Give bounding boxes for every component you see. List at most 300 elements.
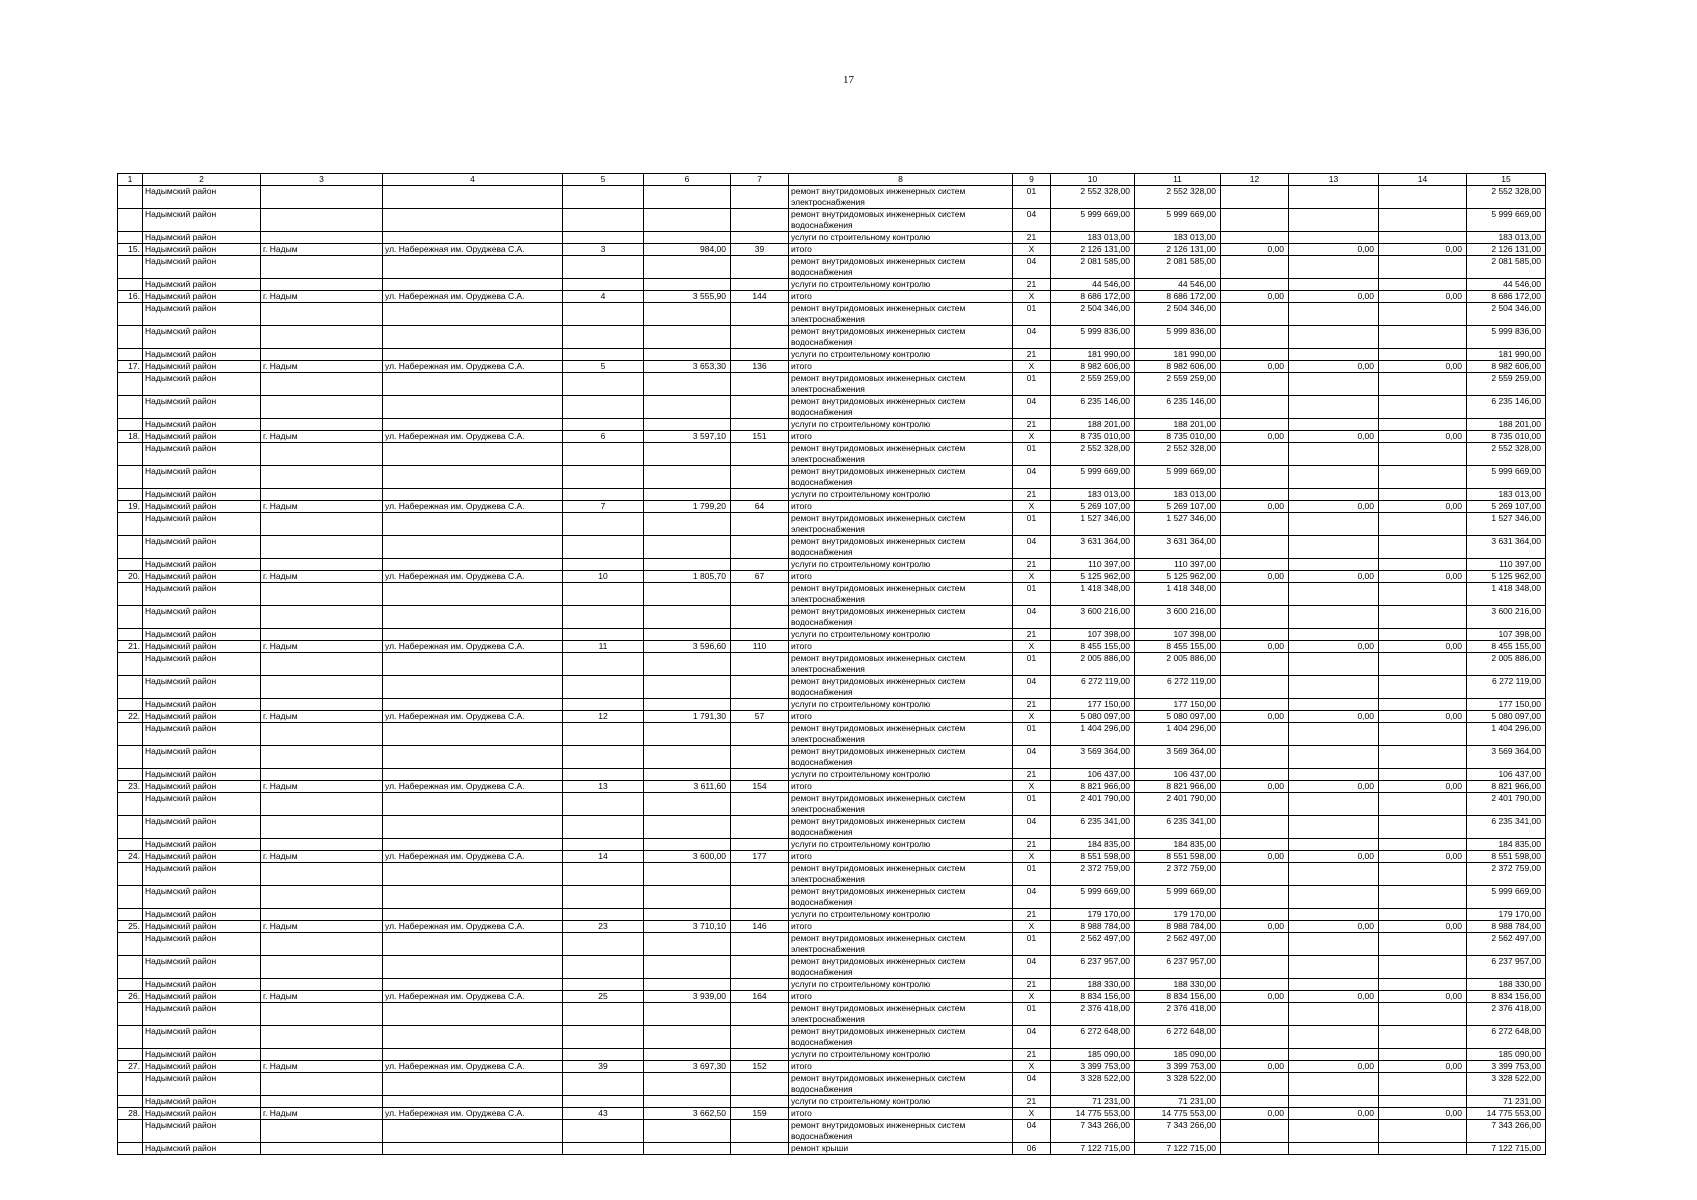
district-cell: Надымский район [143, 583, 261, 606]
work-code-cell: 21 [1013, 349, 1051, 361]
owner-funds-cell [1379, 279, 1467, 291]
federal-funds-cell [1221, 583, 1289, 606]
regional-fund-cell: 5 080 097,00 [1135, 711, 1221, 723]
house-number-cell [563, 1026, 644, 1049]
street-cell [383, 279, 563, 291]
budget-funds-cell [1289, 489, 1379, 501]
house-number-cell [563, 489, 644, 501]
table-row [118, 606, 1546, 629]
street-cell: ул. Набережная им. Оруджева С.А. [383, 291, 563, 303]
table-row [118, 396, 1546, 419]
district-cell: Надымский район [143, 863, 261, 886]
street-cell [383, 1026, 563, 1049]
budget-funds-cell [1289, 303, 1379, 326]
street-cell [383, 629, 563, 641]
work-code-cell: 01 [1013, 303, 1051, 326]
budget-funds-cell [1289, 373, 1379, 396]
district-cell: Надымский район [143, 431, 261, 443]
area-cell: 3 596,60 [644, 641, 731, 653]
regional-fund-cell: 107 398,00 [1135, 629, 1221, 641]
table-row [118, 466, 1546, 489]
work-type-cell: ремонт внутридомовых инженерных систем электроснабжения [789, 443, 1013, 466]
residents-cell [731, 209, 789, 232]
residents-cell [731, 186, 789, 209]
work-type-cell: ремонт внутридомовых инженерных систем электроснабжения [789, 513, 1013, 536]
work-type-cell: ремонт внутридомовых инженерных систем водоснабжения [789, 536, 1013, 559]
table-row [118, 431, 1546, 443]
work-type-cell: итого [789, 501, 1013, 513]
city-cell [261, 676, 383, 699]
house-number-cell [563, 326, 644, 349]
budget-funds-cell: 0,00 [1289, 851, 1379, 863]
work-type-cell: итого [789, 1061, 1013, 1073]
owner-funds-cell [1379, 1143, 1467, 1155]
federal-funds-cell [1221, 816, 1289, 839]
row-number-cell [118, 793, 143, 816]
total-cost-cell: 5 999 669,00 [1051, 209, 1135, 232]
owner-funds-cell [1379, 863, 1467, 886]
residents-cell [731, 746, 789, 769]
cost-total-cell: 2 372 759,00 [1467, 863, 1546, 886]
district-cell: Надымский район [143, 513, 261, 536]
total-cost-cell: 2 401 790,00 [1051, 793, 1135, 816]
work-type-cell: итого [789, 361, 1013, 373]
row-number-cell: 26. [118, 991, 143, 1003]
residents-cell [731, 559, 789, 571]
work-type-cell: услуги по строительному контролю [789, 909, 1013, 921]
table-row [118, 991, 1546, 1003]
total-cost-cell: 2 562 497,00 [1051, 933, 1135, 956]
work-code-cell: 01 [1013, 793, 1051, 816]
residents-cell [731, 583, 789, 606]
budget-funds-cell [1289, 326, 1379, 349]
regional-fund-cell: 3 328 522,00 [1135, 1073, 1221, 1096]
residents-cell [731, 606, 789, 629]
federal-funds-cell [1221, 466, 1289, 489]
federal-funds-cell [1221, 909, 1289, 921]
district-cell: Надымский район [143, 1120, 261, 1143]
regional-fund-cell: 3 399 753,00 [1135, 1061, 1221, 1073]
owner-funds-cell [1379, 629, 1467, 641]
federal-funds-cell [1221, 1073, 1289, 1096]
federal-funds-cell [1221, 489, 1289, 501]
city-cell [261, 979, 383, 991]
work-type-cell: ремонт внутридомовых инженерных систем водоснабжения [789, 1073, 1013, 1096]
owner-funds-cell [1379, 1026, 1467, 1049]
area-cell [644, 443, 731, 466]
column-number-cell: 1 [118, 174, 143, 186]
total-cost-cell: 8 455 155,00 [1051, 641, 1135, 653]
street-cell [383, 606, 563, 629]
area-cell [644, 676, 731, 699]
total-cost-cell: 6 272 648,00 [1051, 1026, 1135, 1049]
table-row [118, 839, 1546, 851]
district-cell: Надымский район [143, 559, 261, 571]
house-number-cell [563, 699, 644, 711]
table-row [118, 769, 1546, 781]
federal-funds-cell [1221, 1003, 1289, 1026]
work-code-cell: 21 [1013, 699, 1051, 711]
work-code-cell: Х [1013, 571, 1051, 583]
residents-cell [731, 303, 789, 326]
regional-fund-cell: 6 237 957,00 [1135, 956, 1221, 979]
work-code-cell: 04 [1013, 536, 1051, 559]
total-cost-cell: 1 418 348,00 [1051, 583, 1135, 606]
work-type-cell: ремонт внутридомовых инженерных систем электроснабжения [789, 933, 1013, 956]
table-row [118, 746, 1546, 769]
total-cost-cell: 6 235 341,00 [1051, 816, 1135, 839]
total-cost-cell: 1 527 346,00 [1051, 513, 1135, 536]
street-cell: ул. Набережная им. Оруджева С.А. [383, 361, 563, 373]
row-number-cell [118, 816, 143, 839]
street-cell [383, 209, 563, 232]
regional-fund-cell: 188 201,00 [1135, 419, 1221, 431]
work-type-cell: ремонт внутридомовых инженерных систем электроснабжения [789, 723, 1013, 746]
federal-funds-cell [1221, 1120, 1289, 1143]
total-cost-cell: 184 835,00 [1051, 839, 1135, 851]
federal-funds-cell [1221, 559, 1289, 571]
residents-cell [731, 419, 789, 431]
regional-fund-cell: 183 013,00 [1135, 232, 1221, 244]
federal-funds-cell [1221, 699, 1289, 711]
regional-fund-cell: 3 569 364,00 [1135, 746, 1221, 769]
work-code-cell: Х [1013, 781, 1051, 793]
cost-total-cell: 5 269 107,00 [1467, 501, 1546, 513]
regional-fund-cell: 8 982 606,00 [1135, 361, 1221, 373]
work-code-cell: 04 [1013, 396, 1051, 419]
city-cell [261, 232, 383, 244]
cost-total-cell: 5 999 669,00 [1467, 886, 1546, 909]
federal-funds-cell [1221, 279, 1289, 291]
area-cell [644, 256, 731, 279]
house-number-cell [563, 232, 644, 244]
district-cell: Надымский район [143, 501, 261, 513]
column-number-cell: 9 [1013, 174, 1051, 186]
regional-fund-cell: 2 401 790,00 [1135, 793, 1221, 816]
residents-cell [731, 536, 789, 559]
street-cell [383, 232, 563, 244]
regional-fund-cell: 1 404 296,00 [1135, 723, 1221, 746]
table-row [118, 793, 1546, 816]
budget-funds-cell [1289, 1120, 1379, 1143]
area-cell [644, 816, 731, 839]
federal-funds-cell: 0,00 [1221, 641, 1289, 653]
federal-funds-cell: 0,00 [1221, 991, 1289, 1003]
work-code-cell: 21 [1013, 279, 1051, 291]
total-cost-cell: 5 080 097,00 [1051, 711, 1135, 723]
work-code-cell: Х [1013, 921, 1051, 933]
work-code-cell: 21 [1013, 1096, 1051, 1108]
budget-funds-cell [1289, 933, 1379, 956]
cost-total-cell: 2 081 585,00 [1467, 256, 1546, 279]
area-cell [644, 419, 731, 431]
work-code-cell: 01 [1013, 653, 1051, 676]
total-cost-cell: 3 328 522,00 [1051, 1073, 1135, 1096]
budget-funds-cell [1289, 583, 1379, 606]
work-type-cell: услуги по строительному контролю [789, 419, 1013, 431]
area-cell [644, 909, 731, 921]
house-number-cell: 3 [563, 244, 644, 256]
work-code-cell: 21 [1013, 769, 1051, 781]
row-number-cell [118, 979, 143, 991]
cost-total-cell: 2 376 418,00 [1467, 1003, 1546, 1026]
cost-total-cell: 14 775 553,00 [1467, 1108, 1546, 1120]
residents-cell: 164 [731, 991, 789, 1003]
house-number-cell [563, 279, 644, 291]
regional-fund-cell: 2 562 497,00 [1135, 933, 1221, 956]
cost-total-cell: 8 455 155,00 [1467, 641, 1546, 653]
federal-funds-cell [1221, 653, 1289, 676]
federal-funds-cell [1221, 886, 1289, 909]
street-cell [383, 1073, 563, 1096]
page-number: 17 [843, 74, 854, 86]
row-number-cell [118, 769, 143, 781]
street-cell: ул. Набережная им. Оруджева С.А. [383, 571, 563, 583]
work-type-cell: ремонт внутридомовых инженерных систем водоснабжения [789, 956, 1013, 979]
row-number-cell [118, 443, 143, 466]
column-number-cell: 4 [383, 174, 563, 186]
federal-funds-cell [1221, 536, 1289, 559]
work-type-cell: итого [789, 711, 1013, 723]
district-cell: Надымский район [143, 1003, 261, 1026]
district-cell: Надымский район [143, 209, 261, 232]
federal-funds-cell [1221, 443, 1289, 466]
table-row [118, 1120, 1546, 1143]
work-type-cell: ремонт внутридомовых инженерных систем водоснабжения [789, 1120, 1013, 1143]
residents-cell [731, 1049, 789, 1061]
work-type-cell: услуги по строительному контролю [789, 699, 1013, 711]
regional-fund-cell: 2 552 328,00 [1135, 186, 1221, 209]
residents-cell [731, 956, 789, 979]
federal-funds-cell [1221, 209, 1289, 232]
city-cell [261, 629, 383, 641]
total-cost-cell: 2 372 759,00 [1051, 863, 1135, 886]
total-cost-cell: 2 126 131,00 [1051, 244, 1135, 256]
regional-fund-cell: 2 504 346,00 [1135, 303, 1221, 326]
total-cost-cell: 3 399 753,00 [1051, 1061, 1135, 1073]
total-cost-cell: 5 269 107,00 [1051, 501, 1135, 513]
table-row [118, 956, 1546, 979]
row-number-cell [118, 466, 143, 489]
table-row [118, 571, 1546, 583]
regional-fund-cell: 2 559 259,00 [1135, 373, 1221, 396]
owner-funds-cell [1379, 583, 1467, 606]
street-cell [383, 373, 563, 396]
residents-cell [731, 232, 789, 244]
federal-funds-cell [1221, 606, 1289, 629]
residents-cell: 57 [731, 711, 789, 723]
work-type-cell: итого [789, 991, 1013, 1003]
cost-total-cell: 2 552 328,00 [1467, 186, 1546, 209]
federal-funds-cell: 0,00 [1221, 501, 1289, 513]
regional-fund-cell: 110 397,00 [1135, 559, 1221, 571]
work-type-cell: итого [789, 431, 1013, 443]
district-cell: Надымский район [143, 489, 261, 501]
cost-total-cell: 3 328 522,00 [1467, 1073, 1546, 1096]
owner-funds-cell: 0,00 [1379, 921, 1467, 933]
district-cell: Надымский район [143, 326, 261, 349]
owner-funds-cell [1379, 349, 1467, 361]
residents-cell [731, 326, 789, 349]
budget-funds-cell [1289, 396, 1379, 419]
city-cell [261, 536, 383, 559]
cost-total-cell: 2 559 259,00 [1467, 373, 1546, 396]
work-type-cell: ремонт внутридомовых инженерных систем электроснабжения [789, 1003, 1013, 1026]
work-type-cell: ремонт внутридомовых инженерных систем электроснабжения [789, 653, 1013, 676]
district-cell: Надымский район [143, 186, 261, 209]
work-code-cell: 01 [1013, 186, 1051, 209]
residents-cell [731, 1096, 789, 1108]
federal-funds-cell [1221, 303, 1289, 326]
regional-fund-cell: 6 235 146,00 [1135, 396, 1221, 419]
street-cell [383, 1120, 563, 1143]
city-cell [261, 373, 383, 396]
total-cost-cell: 2 376 418,00 [1051, 1003, 1135, 1026]
district-cell: Надымский район [143, 676, 261, 699]
owner-funds-cell: 0,00 [1379, 711, 1467, 723]
table-row [118, 559, 1546, 571]
house-number-cell: 14 [563, 851, 644, 863]
work-code-cell: 04 [1013, 956, 1051, 979]
owner-funds-cell [1379, 839, 1467, 851]
row-number-cell [118, 513, 143, 536]
city-cell [261, 1049, 383, 1061]
budget-funds-cell [1289, 419, 1379, 431]
total-cost-cell: 188 201,00 [1051, 419, 1135, 431]
street-cell [383, 699, 563, 711]
residents-cell: 110 [731, 641, 789, 653]
work-code-cell: 01 [1013, 443, 1051, 466]
area-cell [644, 303, 731, 326]
total-cost-cell: 2 552 328,00 [1051, 443, 1135, 466]
city-cell: г. Надым [261, 991, 383, 1003]
row-number-cell [118, 583, 143, 606]
area-cell [644, 653, 731, 676]
house-number-cell [563, 513, 644, 536]
district-cell: Надымский район [143, 641, 261, 653]
cost-total-cell: 184 835,00 [1467, 839, 1546, 851]
table-row [118, 1003, 1546, 1026]
area-cell [644, 209, 731, 232]
work-type-cell: ремонт внутридомовых инженерных систем водоснабжения [789, 256, 1013, 279]
residents-cell: 152 [731, 1061, 789, 1073]
work-code-cell: 21 [1013, 839, 1051, 851]
area-cell [644, 559, 731, 571]
total-cost-cell: 2 081 585,00 [1051, 256, 1135, 279]
street-cell: ул. Набережная им. Оруджева С.А. [383, 851, 563, 863]
cost-total-cell: 5 999 836,00 [1467, 326, 1546, 349]
total-cost-cell: 177 150,00 [1051, 699, 1135, 711]
cost-total-cell: 8 982 606,00 [1467, 361, 1546, 373]
budget-funds-cell [1289, 256, 1379, 279]
total-cost-cell: 3 631 364,00 [1051, 536, 1135, 559]
work-type-cell: услуги по строительному контролю [789, 839, 1013, 851]
cost-total-cell: 188 201,00 [1467, 419, 1546, 431]
area-cell: 3 611,60 [644, 781, 731, 793]
table-row [118, 209, 1546, 232]
owner-funds-cell: 0,00 [1379, 991, 1467, 1003]
table-row [118, 443, 1546, 466]
street-cell [383, 839, 563, 851]
residents-cell: 144 [731, 291, 789, 303]
house-number-cell [563, 419, 644, 431]
district-cell: Надымский район [143, 723, 261, 746]
city-cell [261, 466, 383, 489]
city-cell [261, 909, 383, 921]
district-cell: Надымский район [143, 244, 261, 256]
table-row [118, 723, 1546, 746]
budget-funds-cell [1289, 279, 1379, 291]
district-cell: Надымский район [143, 851, 261, 863]
federal-funds-cell [1221, 396, 1289, 419]
row-number-cell [118, 326, 143, 349]
federal-funds-cell [1221, 723, 1289, 746]
work-type-cell: услуги по строительному контролю [789, 979, 1013, 991]
row-number-cell [118, 863, 143, 886]
table-row [118, 256, 1546, 279]
work-type-cell: итого [789, 1108, 1013, 1120]
row-number-cell [118, 933, 143, 956]
street-cell: ул. Набережная им. Оруджева С.А. [383, 781, 563, 793]
district-cell: Надымский район [143, 909, 261, 921]
total-cost-cell: 6 237 957,00 [1051, 956, 1135, 979]
regional-fund-cell: 1 527 346,00 [1135, 513, 1221, 536]
row-number-cell: 25. [118, 921, 143, 933]
cost-total-cell: 7 343 266,00 [1467, 1120, 1546, 1143]
work-code-cell: 04 [1013, 746, 1051, 769]
row-number-cell [118, 1049, 143, 1061]
city-cell: г. Надым [261, 711, 383, 723]
table-row [118, 291, 1546, 303]
cost-total-cell: 181 990,00 [1467, 349, 1546, 361]
owner-funds-cell [1379, 536, 1467, 559]
row-number-cell [118, 1120, 143, 1143]
area-cell [644, 396, 731, 419]
regional-fund-cell: 2 005 886,00 [1135, 653, 1221, 676]
area-cell: 3 597,10 [644, 431, 731, 443]
cost-total-cell: 8 686 172,00 [1467, 291, 1546, 303]
row-number-cell: 27. [118, 1061, 143, 1073]
owner-funds-cell [1379, 396, 1467, 419]
street-cell [383, 559, 563, 571]
house-number-cell [563, 303, 644, 326]
total-cost-cell: 188 330,00 [1051, 979, 1135, 991]
work-type-cell: ремонт внутридомовых инженерных систем водоснабжения [789, 886, 1013, 909]
work-code-cell: 21 [1013, 489, 1051, 501]
cost-total-cell: 179 170,00 [1467, 909, 1546, 921]
city-cell: г. Надым [261, 781, 383, 793]
house-number-cell [563, 793, 644, 816]
budget-funds-cell [1289, 676, 1379, 699]
city-cell [261, 653, 383, 676]
house-number-cell [563, 863, 644, 886]
area-cell: 3 662,50 [644, 1108, 731, 1120]
district-cell: Надымский район [143, 1073, 261, 1096]
budget-funds-cell [1289, 839, 1379, 851]
residents-cell [731, 1143, 789, 1155]
city-cell [261, 699, 383, 711]
house-number-cell: 12 [563, 711, 644, 723]
table-row [118, 1143, 1546, 1155]
federal-funds-cell [1221, 186, 1289, 209]
street-cell: ул. Набережная им. Оруджева С.А. [383, 711, 563, 723]
residents-cell [731, 629, 789, 641]
street-cell [383, 1049, 563, 1061]
row-number-cell: 17. [118, 361, 143, 373]
total-cost-cell: 8 551 598,00 [1051, 851, 1135, 863]
area-cell [644, 1073, 731, 1096]
owner-funds-cell [1379, 1049, 1467, 1061]
